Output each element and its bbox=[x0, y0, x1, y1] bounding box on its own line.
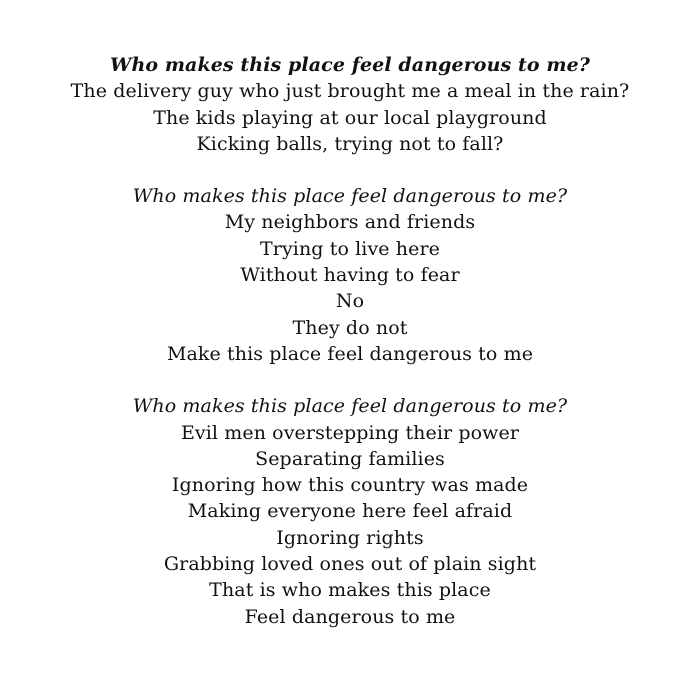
poem-line: Separating families bbox=[255, 447, 445, 470]
poem-line: Feel dangerous to me bbox=[244, 605, 456, 628]
poem-line: My neighbors and friends bbox=[224, 211, 476, 234]
poem-line: Grabbing loved ones out of plain sight bbox=[163, 553, 537, 576]
poem-line: Making everyone here feel afraid bbox=[187, 500, 513, 523]
poem bbox=[0, 52, 700, 630]
poem-line: Ignoring rights bbox=[276, 526, 424, 549]
poem-line: Evil men overstepping their power bbox=[180, 421, 520, 444]
poem-line: Make this place feel dangerous to me bbox=[166, 342, 534, 365]
poem-line: The kids playing at our local playground bbox=[153, 106, 547, 129]
poem-line: Kicking balls, trying not to fall? bbox=[196, 132, 504, 155]
poem-line: That is who makes this place bbox=[209, 579, 491, 602]
stanza-2 bbox=[0, 183, 700, 367]
poem-line: The delivery guy who just brought me a meal in the rain? bbox=[70, 80, 630, 103]
poem-line: Trying to live here bbox=[260, 237, 440, 260]
poem-line: Without having to fear bbox=[240, 264, 460, 287]
poem-line: Ignoring how this country was made bbox=[171, 474, 529, 497]
poem-line: They do not bbox=[292, 316, 408, 339]
poem-line: No bbox=[335, 290, 365, 313]
stanza-heading: Who makes this place feel dangerous to me? bbox=[132, 185, 568, 208]
stanza-1 bbox=[0, 52, 700, 157]
stanza-3 bbox=[0, 393, 700, 630]
stanza-heading: Who makes this place feel dangerous to me? bbox=[110, 54, 590, 76]
stanza-heading: Who makes this place feel dangerous to me? bbox=[132, 395, 568, 418]
